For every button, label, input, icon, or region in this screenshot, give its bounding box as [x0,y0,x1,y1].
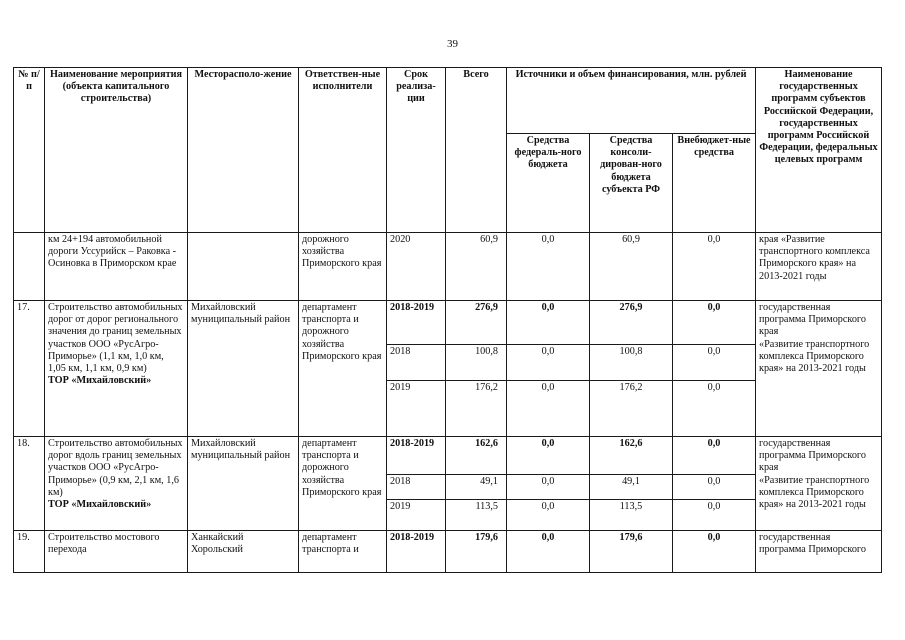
row-location: Ханкайский Хорольский [188,531,299,573]
row-federal: 0,0 [507,233,590,301]
header-federal: Средства федераль-ного бюджета [507,134,590,233]
header-total: Всего [446,68,507,233]
row-federal: 0,0 [507,500,590,531]
header-location: Месторасполо-жение [188,68,299,233]
row-total: 60,9 [446,233,507,301]
row-program [756,437,882,531]
row-extra: 0,0 [673,345,756,381]
row-executors: департамент транспорта и дорожного хозяйства Приморского края [299,301,387,437]
row-term: 2018 [387,345,446,381]
row-extra: 0,0 [673,301,756,345]
row-program [756,531,882,573]
row-location: Михайловский муниципальный район [188,301,299,437]
row-term: 2019 [387,500,446,531]
row-extra: 0,0 [673,233,756,301]
financing-table [13,67,882,573]
program-text: государственная программа Приморского [759,532,866,556]
row-executors: департамент транспорта и дорожного хозяйства Приморского края [299,437,387,531]
row-name [45,437,188,531]
row-consolidated: 179,6 [590,531,673,573]
row-program [756,301,882,437]
row-total: 176,2 [446,381,507,437]
row-consolidated: 176,2 [590,381,673,437]
program-text: государственная программа Приморского края [759,302,866,338]
row-total: 113,5 [446,500,507,531]
row-name-tor: ТОР «Михайловский» [48,375,152,387]
row-consolidated: 60,9 [590,233,673,301]
row-federal: 0,0 [507,381,590,437]
header-program: Наименование государственных программ субъектов Российской Федерации, государственных программ Российской Федерации, федеральных целевых программ [756,68,882,233]
row-name-text: Строительство автомобильных дорог от дорог регионального значения до границ земельных участков ООО «РусАгро-Приморье» (1,1 км, 1,0 км, 1,05 км, 1,1 км, 0,9 км) [48,302,183,375]
row-name: км 24+194 автомобильной дороги Уссурийск – Раковка - Осиновка в Приморском крае [45,233,188,301]
row-executors: департамент транспорта и [299,531,387,573]
header-extrabudget: Внебюджет-ные средства [673,134,756,233]
row-extra: 0,0 [673,475,756,500]
row-total: 276,9 [446,301,507,345]
row-consolidated: 100,8 [590,345,673,381]
row-location: Михайловский муниципальный район [188,437,299,531]
row-consolidated: 49,1 [590,475,673,500]
row-term: 2019 [387,381,446,437]
row-name-text: Строительство автомобильных дорог вдоль границ земельных участков ООО «РусАгро-Приморье» (0,9 км, 2,1 км, 1,6 км) [48,438,183,498]
table-row [14,437,882,475]
row-federal: 0,0 [507,475,590,500]
page-number: 39 [447,38,458,50]
row-total: 49,1 [446,475,507,500]
row-total: 100,8 [446,345,507,381]
header-row [14,68,882,134]
row-num: 17. [14,301,45,437]
header-consolidated: Средства консоли-дирован-ного бюджета субъекта РФ [590,134,673,233]
row-extra: 0,0 [673,531,756,573]
header-name: Наименование мероприятия (объекта капитального строительства) [45,68,188,233]
row-consolidated: 276,9 [590,301,673,345]
program-text: края «Развитие транспортного комплекса Приморского края» на 2013-2021 годы [759,234,870,282]
row-name [45,301,188,437]
row-federal: 0,0 [507,531,590,573]
row-extra: 0,0 [673,381,756,437]
table-row [14,531,882,573]
row-total: 179,6 [446,531,507,573]
row-term: 2018-2019 [387,531,446,573]
row-name-tor: ТОР «Михайловский» [48,499,152,511]
row-extra: 0,0 [673,437,756,475]
row-executors: дорожного хозяйства Приморского края [299,233,387,301]
program-text-2: «Развитие транспортного комплекса Приморского края» на 2013-2021 годы [759,338,870,375]
program-text: государственная программа Приморского края [759,438,866,474]
table-row [14,233,882,301]
row-num: 18. [14,437,45,531]
row-term: 2020 [387,233,446,301]
row-num [14,233,45,301]
row-program [756,233,882,301]
header-num: № п/п [14,68,45,233]
row-consolidated: 162,6 [590,437,673,475]
program-text-2: «Развитие транспортного комплекса Приморского края» на 2013-2021 годы [759,474,870,511]
row-federal: 0,0 [507,345,590,381]
row-location [188,233,299,301]
row-federal: 0,0 [507,301,590,345]
table-row [14,301,882,345]
row-name: Строительство мостового перехода [45,531,188,573]
row-term: 2018-2019 [387,301,446,345]
row-federal: 0,0 [507,437,590,475]
row-extra: 0,0 [673,500,756,531]
row-consolidated: 113,5 [590,500,673,531]
header-sources: Источники и объем финансирования, млн. рублей [507,68,756,134]
header-executors: Ответствен-ные исполнители [299,68,387,233]
header-term: Срок реализа-ции [387,68,446,233]
row-total: 162,6 [446,437,507,475]
row-term: 2018-2019 [387,437,446,475]
row-num: 19. [14,531,45,573]
row-term: 2018 [387,475,446,500]
